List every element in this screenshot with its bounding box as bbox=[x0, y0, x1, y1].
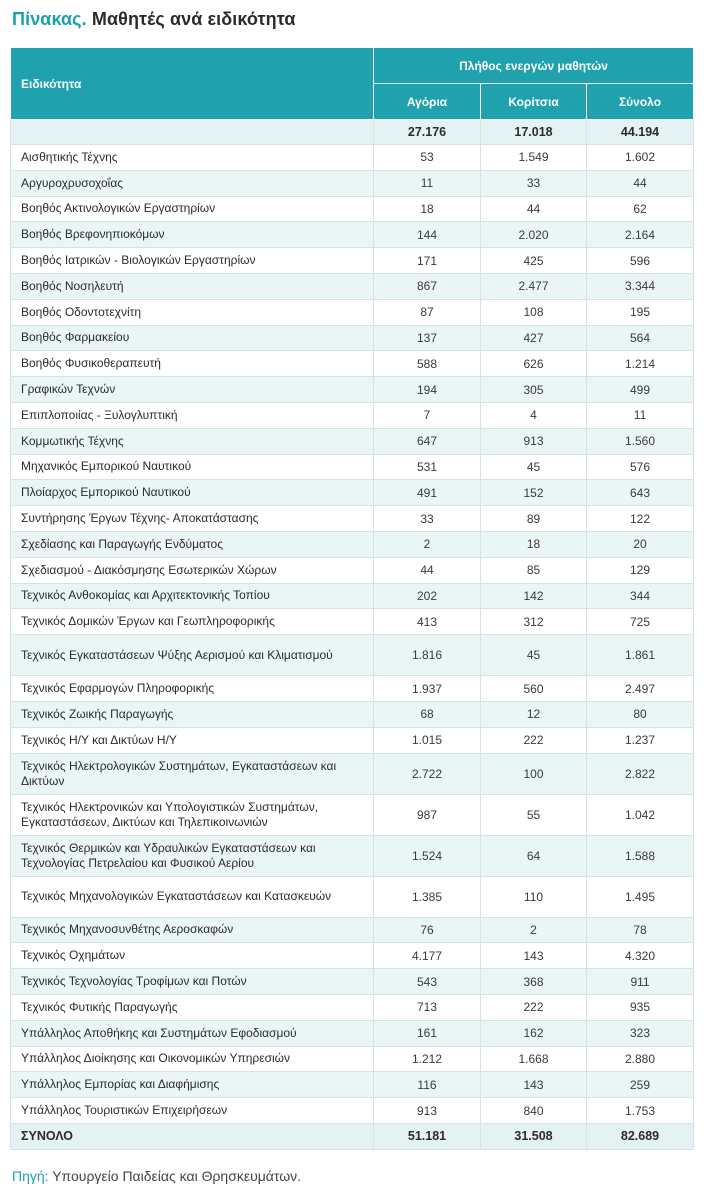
table-row bbox=[11, 917, 694, 943]
specialty-name-cell: Τεχνικός Οχημάτων bbox=[11, 943, 374, 969]
table-row bbox=[11, 273, 694, 299]
table-row bbox=[11, 454, 694, 480]
girls-cell: 222 bbox=[481, 994, 587, 1020]
header-girls: Κορίτσια bbox=[481, 84, 587, 120]
girls-cell: 913 bbox=[481, 428, 587, 454]
specialty-name-cell: Βοηθός Ιατρικών - Βιολογικών Εργαστηρίων bbox=[11, 248, 374, 274]
specialty-name-cell: Βοηθός Φυσικοθεραπευτή bbox=[11, 351, 374, 377]
boys-cell: 543 bbox=[374, 969, 481, 995]
girls-cell: 143 bbox=[481, 943, 587, 969]
table-row bbox=[11, 1098, 694, 1124]
table-row bbox=[11, 506, 694, 532]
specialty-name-cell: Τεχνικός Ζωικής Παραγωγής bbox=[11, 701, 374, 727]
girls-cell: 222 bbox=[481, 727, 587, 753]
boys-cell: 987 bbox=[374, 794, 481, 835]
girls-cell: 64 bbox=[481, 835, 587, 876]
girls-cell: 560 bbox=[481, 676, 587, 702]
girls-cell: 12 bbox=[481, 701, 587, 727]
boys-cell: 1.212 bbox=[374, 1046, 481, 1072]
total-cell: 4.320 bbox=[587, 943, 694, 969]
boys-cell: 76 bbox=[374, 917, 481, 943]
students-by-specialty-table bbox=[10, 47, 694, 1150]
girls-cell: 1.668 bbox=[481, 1046, 587, 1072]
girls-cell: 89 bbox=[481, 506, 587, 532]
grand-total-all: 82.689 bbox=[587, 1123, 694, 1149]
boys-cell: 1.937 bbox=[374, 676, 481, 702]
top-total-all: 44.194 bbox=[587, 120, 694, 145]
total-cell: 11 bbox=[587, 402, 694, 428]
total-cell: 564 bbox=[587, 325, 694, 351]
boys-cell: 44 bbox=[374, 557, 481, 583]
table-row bbox=[11, 377, 694, 403]
specialty-name-cell: Αισθητικής Τέχνης bbox=[11, 145, 374, 171]
top-total-boys: 27.176 bbox=[374, 120, 481, 145]
total-cell: 911 bbox=[587, 969, 694, 995]
boys-cell: 2.722 bbox=[374, 753, 481, 794]
table-row bbox=[11, 351, 694, 377]
table-row bbox=[11, 196, 694, 222]
grand-total-girls: 31.508 bbox=[481, 1123, 587, 1149]
boys-cell: 1.015 bbox=[374, 727, 481, 753]
boys-cell: 531 bbox=[374, 454, 481, 480]
boys-cell: 588 bbox=[374, 351, 481, 377]
boys-cell: 1.385 bbox=[374, 876, 481, 917]
total-cell: 596 bbox=[587, 248, 694, 274]
specialty-name-cell: Τεχνικός Δομικών Έργων και Γεωπληροφορικής bbox=[11, 609, 374, 635]
total-cell: 1.753 bbox=[587, 1098, 694, 1124]
boys-cell: 202 bbox=[374, 583, 481, 609]
specialty-name-cell: Τεχνικός Μηχανοσυνθέτης Αεροσκαφών bbox=[11, 917, 374, 943]
table-row bbox=[11, 170, 694, 196]
boys-cell: 867 bbox=[374, 273, 481, 299]
specialty-name-cell: Τεχνικός Εφαρμογών Πληροφορικής bbox=[11, 676, 374, 702]
grand-total-boys: 51.181 bbox=[374, 1123, 481, 1149]
total-cell: 1.602 bbox=[587, 145, 694, 171]
total-cell: 129 bbox=[587, 557, 694, 583]
specialty-name-cell: Υπάλληλος Εμπορίας και Διαφήμισης bbox=[11, 1072, 374, 1098]
table-row bbox=[11, 1046, 694, 1072]
top-totals-row bbox=[11, 120, 694, 145]
table-row bbox=[11, 1020, 694, 1046]
top-totals-blank bbox=[11, 120, 374, 145]
specialty-name-cell: Τεχνικός Φυτικής Παραγωγής bbox=[11, 994, 374, 1020]
girls-cell: 18 bbox=[481, 531, 587, 557]
girls-cell: 1.549 bbox=[481, 145, 587, 171]
specialty-name-cell: Βοηθός Οδοντοτεχνίτη bbox=[11, 299, 374, 325]
table-row bbox=[11, 635, 694, 676]
title-text: Μαθητές ανά ειδικότητα bbox=[91, 9, 296, 29]
source-label: Πηγή: bbox=[12, 1168, 49, 1184]
boys-cell: 87 bbox=[374, 299, 481, 325]
table-row bbox=[11, 727, 694, 753]
girls-cell: 2.477 bbox=[481, 273, 587, 299]
total-cell: 20 bbox=[587, 531, 694, 557]
table-row bbox=[11, 609, 694, 635]
table-row bbox=[11, 753, 694, 794]
boys-cell: 713 bbox=[374, 994, 481, 1020]
specialty-name-cell: Επιπλοποιίας - Ξυλογλυπτική bbox=[11, 402, 374, 428]
girls-cell: 110 bbox=[481, 876, 587, 917]
specialty-name-cell: Βοηθός Ακτινολογικών Εργαστηρίων bbox=[11, 196, 374, 222]
specialty-name-cell: Τεχνικός Εγκαταστάσεων Ψύξης Αερισμού και Κλιματισμού bbox=[11, 635, 374, 676]
total-cell: 499 bbox=[587, 377, 694, 403]
boys-cell: 53 bbox=[374, 145, 481, 171]
table-row bbox=[11, 480, 694, 506]
specialty-name-cell: Μηχανικός Εμπορικού Ναυτικού bbox=[11, 454, 374, 480]
total-cell: 1.495 bbox=[587, 876, 694, 917]
girls-cell: 100 bbox=[481, 753, 587, 794]
girls-cell: 44 bbox=[481, 196, 587, 222]
title-tag: Πίνακας. bbox=[12, 9, 87, 29]
total-cell: 2.822 bbox=[587, 753, 694, 794]
table-row bbox=[11, 701, 694, 727]
table-row bbox=[11, 676, 694, 702]
boys-cell: 7 bbox=[374, 402, 481, 428]
boys-cell: 413 bbox=[374, 609, 481, 635]
table-row bbox=[11, 876, 694, 917]
table-row bbox=[11, 557, 694, 583]
total-cell: 122 bbox=[587, 506, 694, 532]
boys-cell: 194 bbox=[374, 377, 481, 403]
specialty-name-cell: Τεχνικός Μηχανολογικών Εγκαταστάσεων και Κατασκευών bbox=[11, 876, 374, 917]
total-cell: 80 bbox=[587, 701, 694, 727]
girls-cell: 45 bbox=[481, 635, 587, 676]
specialty-name-cell: Συντήρησης Έργων Τέχνης- Αποκατάστασης bbox=[11, 506, 374, 532]
total-cell: 1.214 bbox=[587, 351, 694, 377]
girls-cell: 305 bbox=[481, 377, 587, 403]
total-cell: 62 bbox=[587, 196, 694, 222]
total-cell: 3.344 bbox=[587, 273, 694, 299]
specialty-name-cell: Βοηθός Βρεφονηπιοκόμων bbox=[11, 222, 374, 248]
boys-cell: 11 bbox=[374, 170, 481, 196]
total-cell: 725 bbox=[587, 609, 694, 635]
girls-cell: 108 bbox=[481, 299, 587, 325]
table-row bbox=[11, 531, 694, 557]
specialty-name-cell: Πλοίαρχος Εμπορικού Ναυτικού bbox=[11, 480, 374, 506]
total-cell: 2.880 bbox=[587, 1046, 694, 1072]
girls-cell: 45 bbox=[481, 454, 587, 480]
girls-cell: 4 bbox=[481, 402, 587, 428]
specialty-name-cell: Σχεδιασμού - Διακόσμησης Εσωτερικών Χώρων bbox=[11, 557, 374, 583]
table-row bbox=[11, 325, 694, 351]
table-row bbox=[11, 1072, 694, 1098]
header-specialty: Ειδικότητα bbox=[11, 48, 374, 120]
total-cell: 1.588 bbox=[587, 835, 694, 876]
total-cell: 195 bbox=[587, 299, 694, 325]
girls-cell: 2 bbox=[481, 917, 587, 943]
total-cell: 78 bbox=[587, 917, 694, 943]
specialty-name-cell: Βοηθός Φαρμακείου bbox=[11, 325, 374, 351]
table-row bbox=[11, 994, 694, 1020]
table-row bbox=[11, 835, 694, 876]
boys-cell: 18 bbox=[374, 196, 481, 222]
table-row bbox=[11, 943, 694, 969]
girls-cell: 152 bbox=[481, 480, 587, 506]
boys-cell: 116 bbox=[374, 1072, 481, 1098]
specialty-name-cell: Τεχνικός Τεχνολογίας Τροφίμων και Ποτών bbox=[11, 969, 374, 995]
total-cell: 2.164 bbox=[587, 222, 694, 248]
table-row bbox=[11, 145, 694, 171]
specialty-name-cell: Τεχνικός Θερμικών και Υδραυλικών Εγκαταστάσεων και Τεχνολογίας Πετρελαίου και Φυσικού Αερίου bbox=[11, 835, 374, 876]
table-row bbox=[11, 248, 694, 274]
specialty-name-cell: Υπάλληλος Διοίκησης και Οικονομικών Υπηρεσιών bbox=[11, 1046, 374, 1072]
header-total: Σύνολο bbox=[587, 84, 694, 120]
total-cell: 1.042 bbox=[587, 794, 694, 835]
grand-total-label: ΣΥΝΟΛΟ bbox=[11, 1123, 374, 1149]
boys-cell: 491 bbox=[374, 480, 481, 506]
grand-total-row bbox=[11, 1123, 694, 1149]
total-cell: 259 bbox=[587, 1072, 694, 1098]
girls-cell: 2.020 bbox=[481, 222, 587, 248]
boys-cell: 1.816 bbox=[374, 635, 481, 676]
girls-cell: 312 bbox=[481, 609, 587, 635]
girls-cell: 840 bbox=[481, 1098, 587, 1124]
specialty-name-cell: Υπάλληλος Αποθήκης και Συστημάτων Εφοδιασμού bbox=[11, 1020, 374, 1046]
girls-cell: 33 bbox=[481, 170, 587, 196]
total-cell: 1.237 bbox=[587, 727, 694, 753]
boys-cell: 137 bbox=[374, 325, 481, 351]
specialty-name-cell: Τεχνικός Ηλεκτρονικών και Υπολογιστικών Συστημάτων, Εγκαταστάσεων, Δικτύων και Τηλεπικοινωνιών bbox=[11, 794, 374, 835]
table-row bbox=[11, 402, 694, 428]
boys-cell: 161 bbox=[374, 1020, 481, 1046]
specialty-name-cell: Τεχνικός Η/Υ και Δικτύων Η/Υ bbox=[11, 727, 374, 753]
source-text: Υπουργείο Παιδείας και Θρησκευμάτων. bbox=[52, 1168, 302, 1184]
girls-cell: 143 bbox=[481, 1072, 587, 1098]
table-row bbox=[11, 299, 694, 325]
boys-cell: 144 bbox=[374, 222, 481, 248]
total-cell: 576 bbox=[587, 454, 694, 480]
total-cell: 44 bbox=[587, 170, 694, 196]
specialty-name-cell: Υπάλληλος Τουριστικών Επιχειρήσεων bbox=[11, 1098, 374, 1124]
boys-cell: 68 bbox=[374, 701, 481, 727]
table-row bbox=[11, 583, 694, 609]
specialty-name-cell: Σχεδίασης και Παραγωγής Ενδύματος bbox=[11, 531, 374, 557]
table-row bbox=[11, 222, 694, 248]
header-active-students: Πλήθος ενεργών μαθητών bbox=[374, 48, 694, 84]
girls-cell: 142 bbox=[481, 583, 587, 609]
girls-cell: 162 bbox=[481, 1020, 587, 1046]
boys-cell: 2 bbox=[374, 531, 481, 557]
total-cell: 643 bbox=[587, 480, 694, 506]
boys-cell: 171 bbox=[374, 248, 481, 274]
boys-cell: 1.524 bbox=[374, 835, 481, 876]
girls-cell: 55 bbox=[481, 794, 587, 835]
total-cell: 344 bbox=[587, 583, 694, 609]
girls-cell: 85 bbox=[481, 557, 587, 583]
table-row bbox=[11, 794, 694, 835]
page-title bbox=[12, 9, 296, 30]
specialty-name-cell: Αργυροχρυσοχοΐας bbox=[11, 170, 374, 196]
table-row bbox=[11, 428, 694, 454]
total-cell: 323 bbox=[587, 1020, 694, 1046]
girls-cell: 626 bbox=[481, 351, 587, 377]
specialty-name-cell: Γραφικών Τεχνών bbox=[11, 377, 374, 403]
header-boys: Αγόρια bbox=[374, 84, 481, 120]
girls-cell: 427 bbox=[481, 325, 587, 351]
boys-cell: 647 bbox=[374, 428, 481, 454]
boys-cell: 4.177 bbox=[374, 943, 481, 969]
total-cell: 2.497 bbox=[587, 676, 694, 702]
specialty-name-cell: Τεχνικός Ηλεκτρολογικών Συστημάτων, Εγκαταστάσεων και Δικτύων bbox=[11, 753, 374, 794]
total-cell: 1.861 bbox=[587, 635, 694, 676]
specialty-name-cell: Κομμωτικής Τέχνης bbox=[11, 428, 374, 454]
boys-cell: 33 bbox=[374, 506, 481, 532]
boys-cell: 913 bbox=[374, 1098, 481, 1124]
specialty-name-cell: Τεχνικός Ανθοκομίας και Αρχιτεκτονικής Τοπίου bbox=[11, 583, 374, 609]
source-note bbox=[12, 1168, 301, 1184]
specialty-name-cell: Βοηθός Νοσηλευτή bbox=[11, 273, 374, 299]
total-cell: 935 bbox=[587, 994, 694, 1020]
table-row bbox=[11, 969, 694, 995]
total-cell: 1.560 bbox=[587, 428, 694, 454]
girls-cell: 368 bbox=[481, 969, 587, 995]
top-total-girls: 17.018 bbox=[481, 120, 587, 145]
girls-cell: 425 bbox=[481, 248, 587, 274]
